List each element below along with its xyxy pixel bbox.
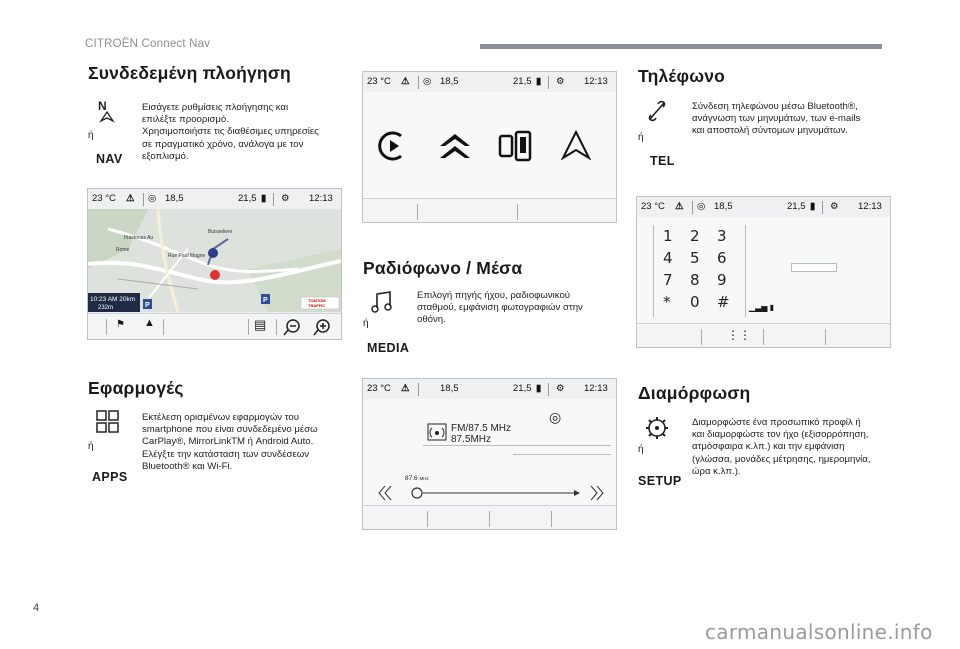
nav-description: Εισάγετε ρυθμίσεις πλοήγησης και επιλέξτε προορισμό. Χρησιμοποιήστε τις διαθέσιμες υπηρεσίες σε πραγματικό χρόνο, ανάλογα με τον εξοπλισμό. bbox=[142, 102, 319, 162]
status-bar: 23 °C ⚠ ◎ 18,5 21,5 ▮ ⚙ 12:13 bbox=[367, 76, 608, 87]
svg-text:TRAFFIC: TRAFFIC bbox=[308, 303, 326, 308]
radio-station-icon bbox=[427, 423, 447, 441]
music-note-icon bbox=[371, 290, 393, 314]
key-9[interactable]: 9 bbox=[717, 271, 727, 289]
android-auto-icon[interactable] bbox=[438, 132, 472, 162]
setup-title: Διαμόρφωση bbox=[638, 383, 751, 403]
number-display bbox=[791, 263, 837, 272]
route-options-icon[interactable]: ▤ bbox=[254, 317, 267, 332]
svg-text:N: N bbox=[98, 99, 107, 113]
north-arrow-icon[interactable]: ▲ bbox=[144, 317, 155, 329]
media-code: MEDIA bbox=[367, 341, 410, 355]
key-6[interactable]: 6 bbox=[717, 249, 727, 267]
nav-title: Συνδεδεμένη πλοήγηση bbox=[88, 63, 291, 83]
watermark: carmanualsonline.info bbox=[705, 620, 933, 644]
tuning-dial[interactable] bbox=[377, 483, 605, 503]
svg-text:232m: 232m bbox=[98, 305, 114, 311]
apps-code: APPS bbox=[92, 470, 128, 484]
zoom-in-icon[interactable] bbox=[313, 318, 331, 336]
key-5[interactable]: 5 bbox=[690, 249, 700, 267]
media-title: Ραδιόφωνο / Μέσα bbox=[363, 258, 523, 278]
svg-text:P: P bbox=[263, 297, 268, 304]
status-bar: 23 °C ⚠ ◎ 18,5 21,5 ▮ ⚙ 12:13 bbox=[641, 201, 882, 212]
nav-or: ή bbox=[88, 130, 94, 141]
nav-toolbar bbox=[88, 313, 341, 339]
tel-or: ή bbox=[638, 132, 644, 143]
dial-frequency: 87.6 MHz bbox=[405, 475, 429, 482]
apps-grid-icon bbox=[96, 410, 120, 434]
tel-title: Τηλέφωνο bbox=[638, 66, 726, 86]
svg-text:Romé: Romé bbox=[116, 247, 130, 253]
svg-text:TOMTOM: TOMTOM bbox=[308, 298, 326, 303]
nav-code: NAV bbox=[96, 152, 123, 166]
dialpad bbox=[637, 217, 890, 325]
apps-or: ή bbox=[88, 441, 94, 452]
settings-gear-icon bbox=[645, 416, 669, 440]
key-4[interactable]: 4 bbox=[663, 249, 673, 267]
key-3[interactable]: 3 bbox=[717, 227, 727, 245]
signal-icon: ▁▃▅ ▮ bbox=[749, 303, 775, 312]
tel-code: TEL bbox=[650, 154, 675, 168]
tel-description: Σύνδεση τηλεφώνου μέσω Bluetooth®, ανάγνωση των μηνυμάτων, των e-mails και αποστολή σύντομων μηνυμάτων. bbox=[692, 101, 861, 137]
keypad-icon[interactable]: ⋮⋮ bbox=[727, 328, 751, 342]
svg-text:Ifrastonas Au: Ifrastonas Au bbox=[124, 235, 154, 241]
carplay-icon[interactable] bbox=[377, 130, 409, 162]
media-or: ή bbox=[363, 318, 369, 329]
apps-bottom-bar bbox=[363, 198, 616, 222]
setup-or: ή bbox=[638, 444, 644, 455]
status-bar: 23 °C ⚠ ◎ 18,5 21,5 ▮ ⚙ 12:13 bbox=[92, 193, 333, 204]
page-header-title: CITROËN Connect Nav bbox=[85, 38, 211, 50]
media-description: Επιλογή πηγής ήχου, ραδιοφωνικού σταθμού, εμφάνιση φωτογραφιών στην οθόνη. bbox=[417, 290, 583, 326]
tel-screen bbox=[636, 196, 891, 348]
nav-screen bbox=[87, 188, 342, 340]
status-bar: 23 °C ⚠ 18,5 21,5 ▮ ⚙ 12:13 bbox=[367, 383, 608, 394]
key-0[interactable]: 0 bbox=[690, 293, 700, 311]
map-view[interactable] bbox=[88, 209, 341, 312]
svg-text:Buisseliere: Buisseliere bbox=[208, 229, 233, 235]
svg-text:Rue Paul Magne: Rue Paul Magne bbox=[168, 253, 206, 259]
flag-icon[interactable]: ⚑ bbox=[116, 319, 125, 330]
apps-screen bbox=[362, 71, 617, 223]
radio-source-icon[interactable]: ◎ bbox=[549, 409, 562, 425]
media-bottom-bar bbox=[363, 505, 616, 529]
media-screen bbox=[362, 378, 617, 530]
apps-description: Εκτέλεση ορισμένων εφαρμογών του smartphone που είναι συνδεδεμένο μέσω CarPlay®, MirrorLinkTM ή Android Auto. Ελέγξτε την κατάσταση των συνδέσεων Bluetooth® και Wi-Fi. bbox=[142, 412, 318, 472]
zoom-out-icon[interactable] bbox=[283, 318, 301, 336]
key-2[interactable]: 2 bbox=[690, 227, 700, 245]
key-star[interactable]: * bbox=[663, 293, 671, 311]
svg-text:10:23 AM 20km: 10:23 AM 20km bbox=[90, 296, 136, 303]
station-frequency: FM/87.5 MHz 87.5MHz bbox=[451, 423, 512, 445]
key-hash[interactable]: # bbox=[717, 293, 730, 311]
phone-icon bbox=[647, 100, 667, 122]
connection-status-icon[interactable] bbox=[561, 130, 591, 162]
setup-description: Διαμορφώστε ένα προσωπικό προφίλ ή και διαμορφώστε τον ήχο (εξισορρόπηση, ατμόσφαιρα κ.λπ.) και την εμφάνιση (γλώσσα, μονάδες μέτρησης, ημερομηνία, ώρα κ.λπ.). bbox=[692, 417, 871, 477]
svg-text:P: P bbox=[145, 302, 150, 309]
tel-bottom-bar bbox=[637, 323, 890, 347]
mirrorlink-icon[interactable] bbox=[498, 130, 532, 162]
setup-code: SETUP bbox=[638, 474, 682, 488]
apps-title: Εφαρμογές bbox=[88, 378, 184, 398]
key-7[interactable]: 7 bbox=[663, 271, 673, 289]
page-number: 4 bbox=[33, 602, 40, 614]
header-rule bbox=[480, 44, 882, 49]
key-1[interactable]: 1 bbox=[663, 227, 673, 245]
nav-icon bbox=[96, 99, 118, 123]
key-8[interactable]: 8 bbox=[690, 271, 700, 289]
